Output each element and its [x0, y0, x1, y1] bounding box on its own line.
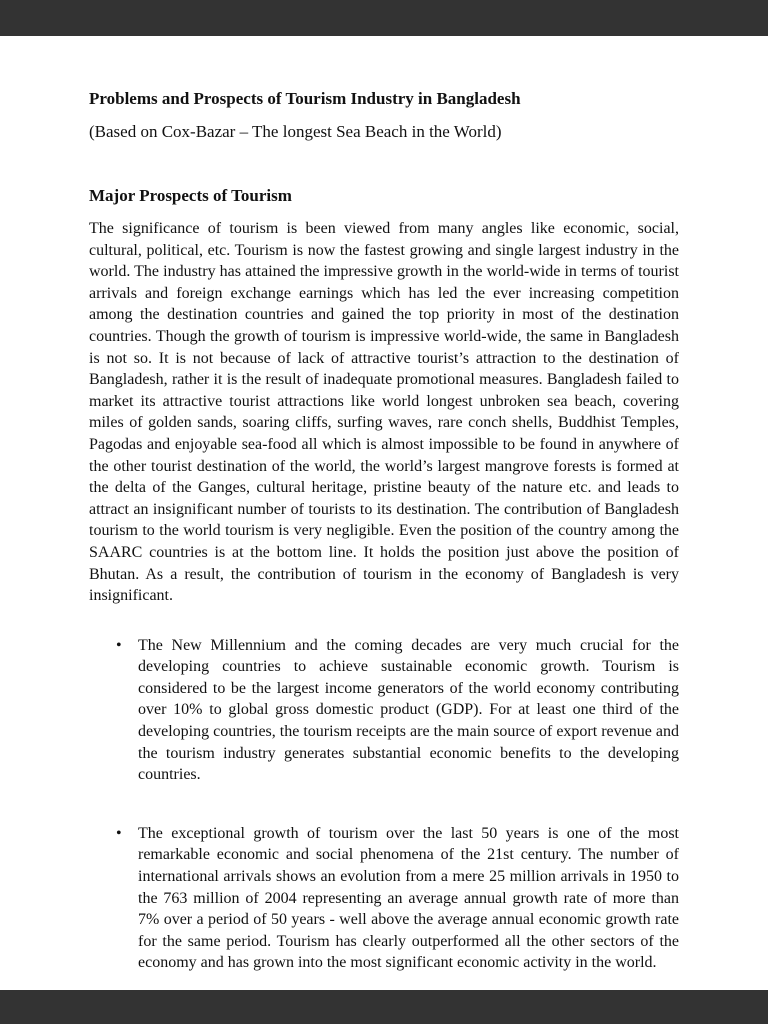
document-page — [0, 36, 768, 990]
viewer-top-bar — [0, 0, 768, 36]
list-item — [89, 823, 679, 974]
viewer-bottom-bar — [0, 990, 768, 1024]
bullet-text: The exceptional growth of tourism over the last 50 years is one of the most remarkable economic and social phenomena of the 21st century. The number of international arrivals shows an evolution from a mere 25 million arrivals in 1950 to the 763 million of 2004 representing an average annual growth rate of more than 7% over a period of 50 years - well above the average annual economic growth rate for the same period. Tourism has clearly outperformed all the other sectors of the economy and has grown into the most significant economic activity in the world. — [138, 824, 679, 972]
bullet-icon: • — [116, 636, 122, 654]
bullet-text: The New Millennium and the coming decades are very much crucial for the developing countries to achieve sustainable economic growth. Tourism is considered to be the largest income generators of the world economy contributing over 10% to global gross domestic product (GDP). For at least one third of the developing countries, the tourism receipts are the main source of export revenue and the tourism industry generates substantial economic benefits to the developing countries. — [138, 636, 679, 784]
section-heading: Major Prospects of Tourism — [89, 186, 292, 205]
list-item — [89, 635, 679, 786]
main-paragraph: The significance of tourism is been viewed from many angles like economic, social, cultural, political, etc. Tourism is now the fastest growing and single largest industry in the world. The industry has attained the impressive growth in the world-wide in terms of tourist arrivals and foreign exchange earnings which has led the ever increasing competition among the destination countries and gained the top priority in most of the destination countries. Though the growth of tourism is impressive world-wide, the same in Bangladesh is not so. It is not because of lack of attractive tourist’s attraction to the destination of Bangladesh, rather it is the result of inadequate promotional measures. Bangladesh failed to market its attractive tourist attractions like world longest unbroken sea beach, covering miles of golden sands, soaring cliffs, surfing waves, rare conch shells, Buddhist Temples, Pagodas and enjoyable sea-food all which is almost impossible to be found in anywhere of the other tourist destination of the world, the world’s largest mangrove forests is formed at the delta of the Ganges, cultural heritage, pristine beauty of the nature etc. and leads to attract an insignificant number of tourists to its destination. The contribution of Bangladesh tourism to the world tourism is very negligible. Even the position of the country among the SAARC countries is at the bottom line. It holds the position just above the position of Bhutan. As a result, the contribution of tourism in the economy of Bangladesh is very insignificant. — [89, 220, 679, 605]
bullet-list — [89, 635, 679, 974]
bullet-icon: • — [116, 824, 122, 842]
document-title: Problems and Prospects of Tourism Industry in Bangladesh — [89, 89, 521, 108]
document-subtitle: (Based on Cox-Bazar – The longest Sea Beach in the World) — [89, 122, 502, 141]
